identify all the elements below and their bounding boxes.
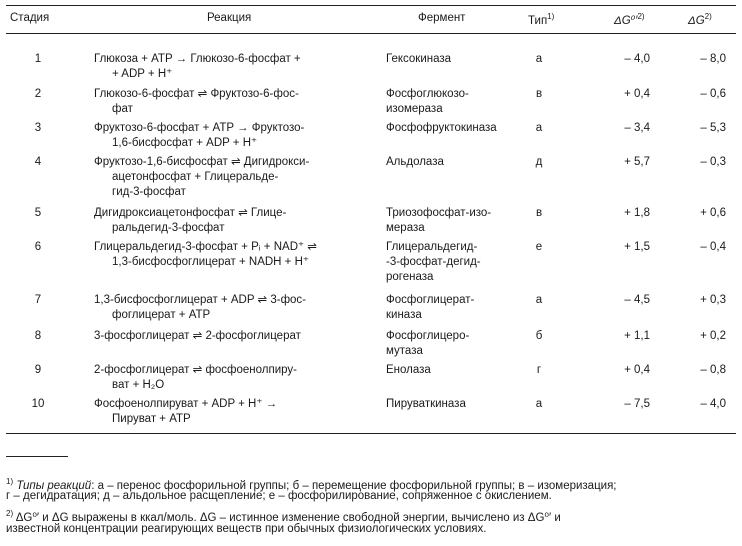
row-dg0: – 4,0 (624, 53, 650, 65)
footnote-rule (6, 456, 68, 457)
row-reaction: Фруктозо-6-фосфат + ATP → Фруктозо- 1,6-бисфосфат + ADP + H⁺ (94, 122, 305, 149)
row-dg0: + 5,7 (624, 156, 650, 168)
row-dg0: + 0,4 (624, 88, 650, 100)
row-dg: + 0,3 (700, 294, 726, 306)
footnote-2-cont: известной концентрации реагирующих веществ при обычных физиологических условиях. (6, 523, 487, 535)
row-dg: – 4,0 (700, 398, 726, 410)
header-enzyme: Фермент (418, 12, 466, 24)
row-stage: 7 (34, 294, 42, 306)
row-enzyme: Фосфоглицерат- киназа (386, 294, 475, 321)
row-type: д (535, 156, 543, 168)
row-reaction: Глюкозо-6-фосфат ⇌ Фруктозо-6-фос- фат (94, 88, 299, 115)
row-dg0: – 4,5 (624, 294, 650, 306)
row-enzyme: Фосфоглицеро- мутаза (386, 330, 470, 357)
row-type: б (535, 330, 543, 342)
row-stage: 4 (34, 156, 42, 168)
row-reaction: Дигидроксиацетонфосфат ⇌ Глице- ральдегид-3-фосфат (94, 207, 287, 234)
header-reaction: Реакция (207, 12, 252, 24)
row-stage: 5 (34, 207, 42, 219)
header-type: Тип$^{1)}$ (528, 12, 555, 27)
row-dg0: – 7,5 (624, 398, 650, 410)
row-dg0: – 3,4 (624, 122, 650, 134)
row-reaction: Фосфоенолпируват + ADP + H⁺ → Пируват + ATP (94, 398, 278, 425)
row-enzyme: Альдолаза (386, 156, 444, 168)
row-dg: – 0,3 (700, 156, 726, 168)
row-enzyme: Глицеральдегид- -3-фосфат-дегид- рогеназа (386, 241, 481, 283)
row-enzyme: Триозофосфат-изо- мераза (386, 207, 492, 234)
row-type: в (535, 207, 543, 219)
row-type: а (535, 294, 543, 306)
row-dg: + 0,6 (700, 207, 726, 219)
footnote-2: $^{2)}$ ΔG⁰′ и ΔG выражены в ккал/моль. ΔG – истинное изменение свободной энергии, вычислено из ΔG⁰′ и (6, 509, 561, 524)
row-type: е (535, 241, 543, 253)
table-bottom-rule (6, 433, 736, 434)
row-stage: 10 (31, 398, 45, 410)
row-type: а (535, 122, 543, 134)
row-enzyme: Фосфофруктокиназа (386, 122, 497, 134)
header-stage: Стадия (10, 12, 50, 24)
footnote-1-cont: г – дегидратация; д – альдольное расщепление; е – фосфорилирование, сопряженное с окислением. (6, 490, 552, 502)
row-stage: 3 (34, 122, 42, 134)
row-type: в (535, 88, 543, 100)
row-reaction: 2-фосфоглицерат ⇌ фосфоенолпиру- ват + H₂O (94, 364, 298, 391)
row-type: а (535, 398, 543, 410)
row-enzyme: Пируваткиназа (386, 398, 466, 410)
row-dg0: + 1,8 (624, 207, 650, 219)
row-dg: – 0,4 (700, 241, 726, 253)
header-dg0: $\Delta G^0'^{2)}$ (614, 12, 645, 27)
row-stage: 6 (34, 241, 42, 253)
row-dg: – 5,3 (700, 122, 726, 134)
row-dg0: + 0,4 (624, 364, 650, 376)
row-type: а (535, 53, 543, 65)
row-dg: + 0,2 (700, 330, 726, 342)
row-stage: 1 (34, 53, 42, 65)
row-reaction: 1,3-бисфосфоглицерат + ADP ⇌ 3-фос- фоглицерат + ATP (94, 294, 307, 321)
header-rule (6, 33, 736, 34)
row-stage: 8 (34, 330, 42, 342)
header-dg: ΔG$^{2)}$ (688, 12, 712, 27)
row-reaction: Глюкоза + ATP → Глюкозо-6-фосфат + + ADP + H⁺ (94, 53, 301, 80)
row-stage: 2 (34, 88, 42, 100)
table-top-rule (6, 5, 736, 6)
row-enzyme: Гексокиназа (386, 53, 452, 65)
row-reaction: Фруктозо-1,6-бисфосфат ⇌ Дигидрокси- ацетонфосфат + Глицеральде- гид-3-фосфат (94, 156, 310, 198)
row-reaction: Глицеральдегид-3-фосфат + Pᵢ + NAD⁺ ⇌ 1,3-бисфосфоглицерат + NADH + H⁺ (94, 241, 317, 268)
footnote-1: $^{1)}$ Типы реакций: а – перенос фосфорильной группы; б – перемещение фосфорильной группы; в – изомеризация; (6, 477, 617, 492)
row-dg: – 0,6 (700, 88, 726, 100)
row-type: г (536, 364, 542, 376)
row-reaction: 3-фосфоглицерат ⇌ 2-фосфоглицерат (94, 330, 301, 342)
row-dg: – 8,0 (700, 53, 726, 65)
row-enzyme: Фосфоглюкозо- изомераза (386, 88, 469, 115)
row-dg0: + 1,5 (624, 241, 650, 253)
row-dg0: + 1,1 (624, 330, 650, 342)
row-dg: – 0,8 (700, 364, 726, 376)
row-stage: 9 (34, 364, 42, 376)
row-enzyme: Енолаза (386, 364, 431, 376)
